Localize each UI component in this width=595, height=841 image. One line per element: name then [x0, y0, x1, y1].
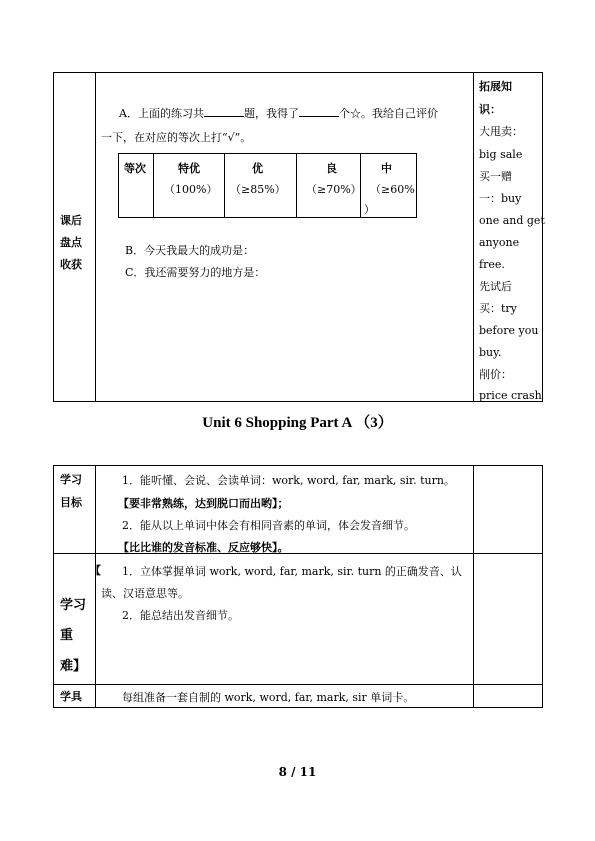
side-line-13: price crash [479, 389, 542, 402]
goals-item-2-note: 【比比谁的发音标准、反应够快】。 [118, 541, 289, 554]
focus-item-1b: 读、汉语意思等。 [101, 587, 189, 600]
side-line-12: 削价： [479, 368, 512, 381]
focus-header-3: 难】 [60, 659, 87, 674]
side-title-2: 识： [479, 103, 501, 116]
row-header-line-1: 课后 [60, 214, 82, 227]
focus-item-1a: 1．立体掌握单词 work, word, far, mark, sir. turn 的正确发音、认 [122, 565, 462, 578]
row-header-line-2: 盘点 [60, 236, 82, 249]
focus-header-2: 重 [60, 628, 74, 643]
tools-text: 每组准备一套自制的 work, word, far, mark, sir 单词卡。 [122, 691, 415, 704]
side-line-1: 大甩卖： [479, 125, 523, 138]
goals-item-1-note: 【要非常熟练，达到脱口而出哟】； [118, 497, 289, 510]
goals-item-1: 1．能听懂、会说、会读单词：work, word, far, mark, sir. turn。 [122, 474, 455, 487]
grade-header-fair: 良 [326, 162, 337, 175]
tools-header: 学具 [60, 690, 82, 703]
goals-header-2: 目标 [60, 496, 82, 509]
blank-total [204, 106, 244, 117]
focus-bracket: 【 [90, 564, 101, 577]
side-line-11: buy. [479, 346, 502, 359]
goals-item-2: 2．能从以上单词中体会有相同音素的单词，体会发音细节。 [122, 519, 415, 532]
item-c: C．我还需要努力的地方是： [125, 266, 266, 279]
grade-header-level: 等次 [124, 162, 146, 175]
page-title: Unit 6 Shopping Part A （3） [202, 415, 393, 431]
focus-header-1: 学习 [60, 598, 87, 613]
side-line-7: free. [479, 258, 505, 271]
grade-value-pass: （≥60% [370, 183, 415, 196]
row-header-line-3: 收获 [60, 258, 82, 271]
grade-value-good: （≥85%） [230, 183, 286, 196]
goals-header-1: 学习 [60, 473, 82, 486]
focus-item-2: 2．能总结出发音细节。 [122, 609, 239, 622]
grade-value-fair: （≥70%） [306, 183, 362, 196]
grade-value-pass-overflow: ） [364, 203, 375, 216]
side-line-4: 一：buy [479, 192, 522, 205]
side-line-2: big sale [479, 148, 523, 161]
grade-value-excellent: （100%） [164, 183, 218, 196]
grade-header-excellent: 特优 [178, 162, 200, 175]
blank-score [299, 106, 339, 117]
side-line-10: before you [479, 324, 539, 337]
side-line-5: one and get [479, 214, 545, 227]
item-b: B．今天我最大的成功是： [125, 244, 255, 257]
side-line-6: anyone [479, 236, 520, 249]
grade-header-pass: 中 [381, 162, 392, 175]
grade-header-good: 优 [252, 162, 263, 175]
side-line-9: 买：try [479, 302, 517, 315]
item-a-line-2: 一下，在对应的等次上打“√”。 [101, 131, 252, 144]
item-a-line-1: A．上面的练习共 题，我得了 个☆。我给自己评价 [119, 107, 438, 120]
side-line-3: 买一赠 [479, 170, 512, 183]
page-number: 8 / 11 [278, 765, 317, 779]
side-title-1: 拓展知 [479, 80, 512, 93]
side-line-8: 先试后 [479, 280, 512, 293]
